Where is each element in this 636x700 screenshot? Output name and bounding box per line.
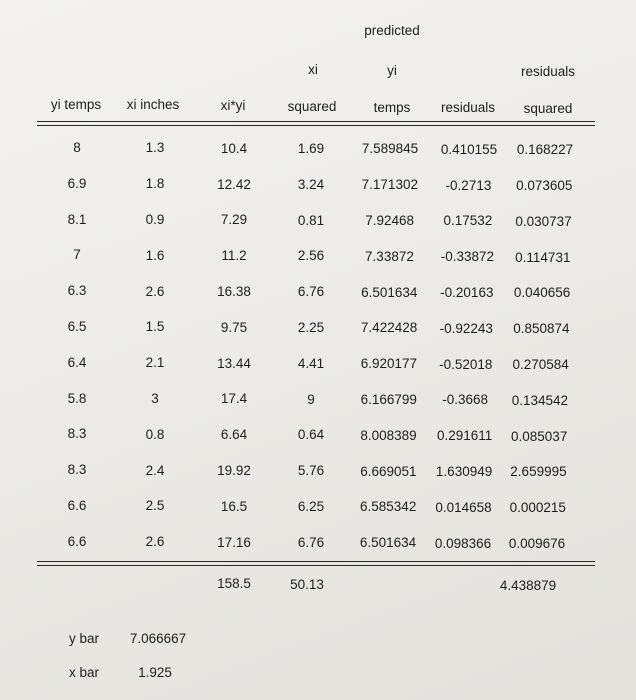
totals-rule (37, 561, 595, 562)
cell-xi-yi: 10.4 (220, 140, 248, 156)
cell-yi-temps: 8 (73, 140, 81, 155)
stat-value-x-bar: 1.925 (138, 665, 172, 680)
header-squared-2: squared (523, 101, 573, 116)
cell-residual: 0.291611 (436, 428, 493, 444)
cell-xi-inches: 2.4 (145, 462, 165, 478)
cell-xi-inches: 2.6 (145, 534, 165, 550)
header-xi-inches: xi inches (126, 97, 180, 112)
cell-xi-inches: 1.5 (145, 319, 165, 335)
cell-residual: -0.33872 (440, 249, 495, 265)
cell-residual-squared: 0.850874 (513, 321, 570, 337)
cell-residual-squared: 0.168227 (516, 142, 574, 158)
cell-residual: -0.3668 (442, 392, 489, 408)
cell-xi-inches: 2.1 (145, 355, 165, 371)
cell-xi-squared: 0.81 (297, 212, 325, 228)
cell-xi-squared: 1.69 (297, 141, 325, 157)
cell-xi-yi: 9.75 (220, 319, 248, 335)
cell-residual: 0.410155 (440, 141, 498, 157)
cell-predicted-temps: 6.585342 (360, 499, 417, 515)
cell-predicted-temps: 8.008389 (360, 427, 417, 443)
cell-yi-temps: 6.5 (67, 319, 87, 334)
header-xi: xi (308, 62, 318, 77)
cell-xi-inches: 3 (151, 390, 159, 406)
cell-residual-squared: 0.114731 (515, 249, 571, 265)
header-predicted: predicted (364, 23, 420, 38)
cell-xi-inches: 0.8 (145, 426, 165, 442)
cell-xi-squared: 2.56 (297, 248, 325, 264)
cell-residual: -0.52018 (439, 356, 493, 372)
cell-yi-temps: 5.8 (67, 390, 87, 406)
header-squared: squared (287, 99, 337, 114)
cell-xi-yi: 16.38 (217, 283, 251, 299)
cell-residual: 1.630949 (435, 463, 493, 479)
header-residuals: residuals (440, 100, 496, 115)
cell-xi-squared: 6.76 (297, 284, 325, 300)
cell-xi-yi: 11.2 (221, 248, 247, 264)
cell-xi-squared: 4.41 (297, 355, 325, 371)
cell-yi-temps: 6.3 (67, 283, 87, 299)
cell-residual-squared: 2.659995 (510, 464, 567, 480)
cell-residual-squared: 0.009676 (508, 535, 566, 551)
cell-xi-inches: 1.8 (145, 176, 165, 192)
cell-xi-squared: 6.25 (297, 499, 325, 515)
cell-yi-temps: 8.1 (67, 211, 87, 227)
stat-label-y-bar: y bar (68, 631, 100, 646)
header-xi-yi: xi*yi (220, 98, 246, 113)
cell-yi-temps: 7 (73, 247, 81, 263)
cell-predicted-temps: 7.171302 (361, 177, 418, 193)
cell-xi-yi: 17.16 (217, 534, 251, 550)
header-residuals-top: residuals (520, 64, 576, 79)
cell-predicted-temps: 6.501634 (359, 535, 417, 551)
cell-predicted-temps: 7.33872 (365, 248, 414, 264)
total-xi-squared: 50.13 (290, 577, 324, 592)
cell-xi-yi: 7.29 (220, 212, 248, 228)
header-yi: yi (387, 63, 397, 78)
cell-residual-squared: 0.040656 (513, 285, 571, 301)
cell-xi-yi: 19.92 (217, 462, 251, 478)
header-rule (37, 121, 595, 122)
cell-residual-squared: 0.030737 (515, 213, 572, 229)
cell-yi-temps: 8.3 (67, 462, 87, 478)
cell-residual-squared: 0.134542 (511, 392, 569, 408)
cell-xi-inches: 1.3 (145, 140, 165, 156)
cell-predicted-temps: 7.422428 (360, 320, 418, 336)
cell-predicted-temps: 6.669051 (360, 463, 417, 479)
cell-xi-inches: 2.6 (145, 283, 165, 299)
cell-xi-yi: 13.44 (217, 355, 251, 371)
stat-label-x-bar: x bar (68, 665, 100, 680)
cell-residual-squared: 0.000215 (509, 500, 566, 516)
cell-xi-yi: 17.4 (220, 391, 248, 407)
cell-residual: -0.2713 (445, 177, 492, 193)
header-rule-2 (37, 125, 595, 126)
total-xi-yi: 158.5 (217, 576, 251, 591)
cell-yi-temps: 6.9 (67, 175, 87, 191)
cell-xi-yi: 6.64 (220, 427, 248, 443)
cell-yi-temps: 8.3 (67, 426, 87, 442)
cell-xi-squared: 2.25 (297, 320, 325, 336)
cell-predicted-temps: 6.166799 (360, 392, 417, 407)
cell-predicted-temps: 7.92468 (365, 213, 415, 228)
cell-residual-squared: 0.085037 (511, 428, 568, 444)
total-residuals-squared: 4.438879 (499, 578, 557, 593)
cell-residual: -0.92243 (439, 320, 493, 336)
header-temps: temps (373, 100, 411, 115)
cell-residual: 0.098366 (434, 535, 492, 551)
cell-xi-squared: 3.24 (297, 176, 325, 192)
cell-xi-yi: 12.42 (217, 176, 251, 192)
cell-residual: -0.20163 (440, 284, 494, 300)
cell-predicted-temps: 7.589845 (361, 141, 419, 157)
cell-xi-inches: 1.6 (145, 247, 165, 263)
header-yi-temps: yi temps (50, 97, 102, 112)
cell-xi-squared: 6.76 (297, 534, 325, 550)
cell-residual-squared: 0.073605 (516, 177, 573, 193)
totals-rule-2 (37, 565, 595, 566)
cell-residual-squared: 0.270584 (512, 356, 569, 372)
cell-xi-squared: 5.76 (297, 463, 325, 479)
cell-predicted-temps: 6.501634 (361, 284, 418, 300)
cell-residual: 0.17532 (443, 213, 493, 229)
cell-xi-squared: 0.64 (297, 427, 325, 443)
cell-yi-temps: 6.6 (67, 533, 87, 549)
cell-xi-inches: 2.5 (145, 498, 165, 514)
cell-xi-squared: 9 (307, 391, 315, 407)
cell-xi-inches: 0.9 (145, 211, 165, 227)
cell-xi-yi: 16.5 (220, 498, 248, 514)
cell-residual: 0.014658 (435, 499, 492, 515)
cell-yi-temps: 6.6 (67, 498, 87, 513)
stat-value-y-bar: 7.066667 (129, 631, 187, 646)
cell-predicted-temps: 6.920177 (360, 356, 418, 372)
cell-yi-temps: 6.4 (67, 354, 87, 370)
